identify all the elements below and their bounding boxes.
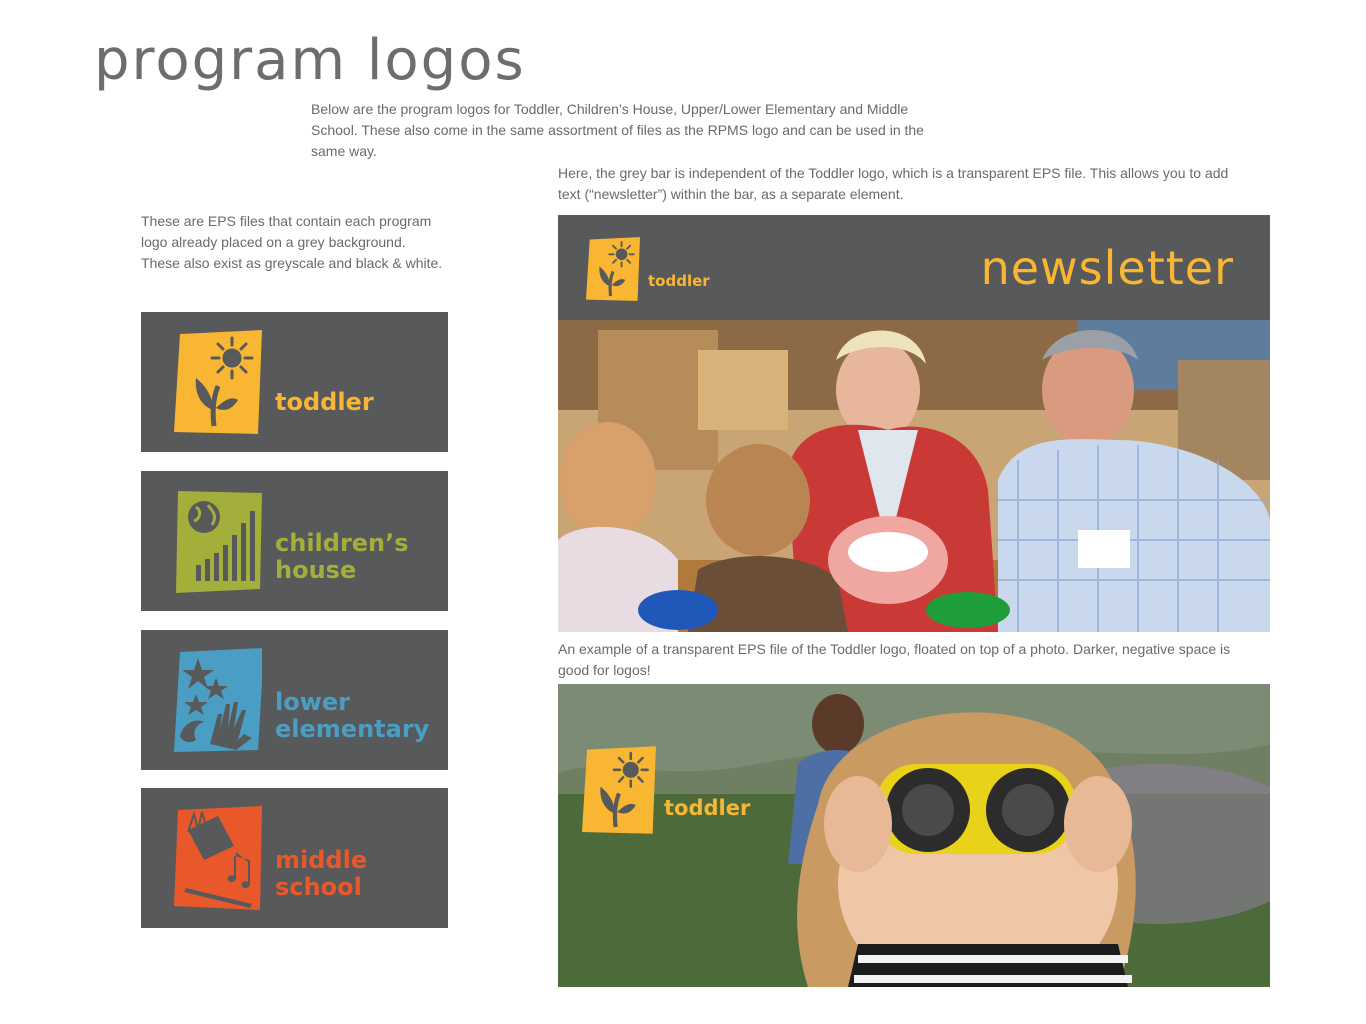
logo-label-childrens-house — [275, 530, 409, 584]
eps-note: These are EPS files that contain each program logo already placed on a grey background. These also exist as greyscale and black & white. — [141, 213, 443, 271]
logo-label-lower-elementary — [275, 689, 429, 743]
logo-card-childrens-house — [141, 471, 448, 611]
logo-label-line2: school — [275, 873, 362, 901]
page-title: program logos — [94, 28, 526, 93]
logo-card-middle-school — [141, 788, 448, 928]
logo-label-toddler: toddler — [275, 388, 374, 416]
logo-label-line1: lower — [275, 688, 350, 716]
classroom-photo — [558, 320, 1270, 632]
photo-note: An example of a transparent EPS file of the Toddler logo, floated on top of a photo. Darker, negative space is good for logos! — [558, 641, 1231, 678]
photo-logo-label: toddler — [664, 796, 751, 820]
bar-logo-label: toddler — [648, 272, 710, 290]
logo-label-line1: middle — [275, 846, 368, 874]
sun-flower-icon — [586, 237, 640, 301]
logo-card-toddler — [141, 312, 448, 452]
newsletter-bar — [558, 215, 1270, 320]
newsletter-headline: newsletter — [980, 241, 1234, 295]
binoculars-photo — [558, 684, 1270, 987]
globe-bars-icon — [174, 489, 262, 593]
sun-flower-icon — [174, 330, 262, 434]
bar-note: Here, the grey bar is independent of the Toddler logo, which is a transparent EPS file. This allows you to add text (“newsletter”) within the bar, as a separate element. — [558, 165, 1229, 202]
stars-hand-icon — [174, 648, 262, 752]
logo-card-lower-elementary — [141, 630, 448, 770]
book-music-icon — [174, 806, 262, 910]
intro-paragraph: Below are the program logos for Toddler, Children’s House, Upper/Lower Elementary and Middle School. These also come in the same assortment of files as the RPMS logo and can be used in the same way. — [311, 101, 924, 159]
logo-label-line2: elementary — [275, 715, 430, 743]
sun-flower-icon — [582, 746, 656, 834]
logo-label-middle-school — [275, 847, 367, 901]
logo-label-line2: house — [275, 556, 357, 584]
logo-label-line1: children’s — [275, 529, 409, 557]
